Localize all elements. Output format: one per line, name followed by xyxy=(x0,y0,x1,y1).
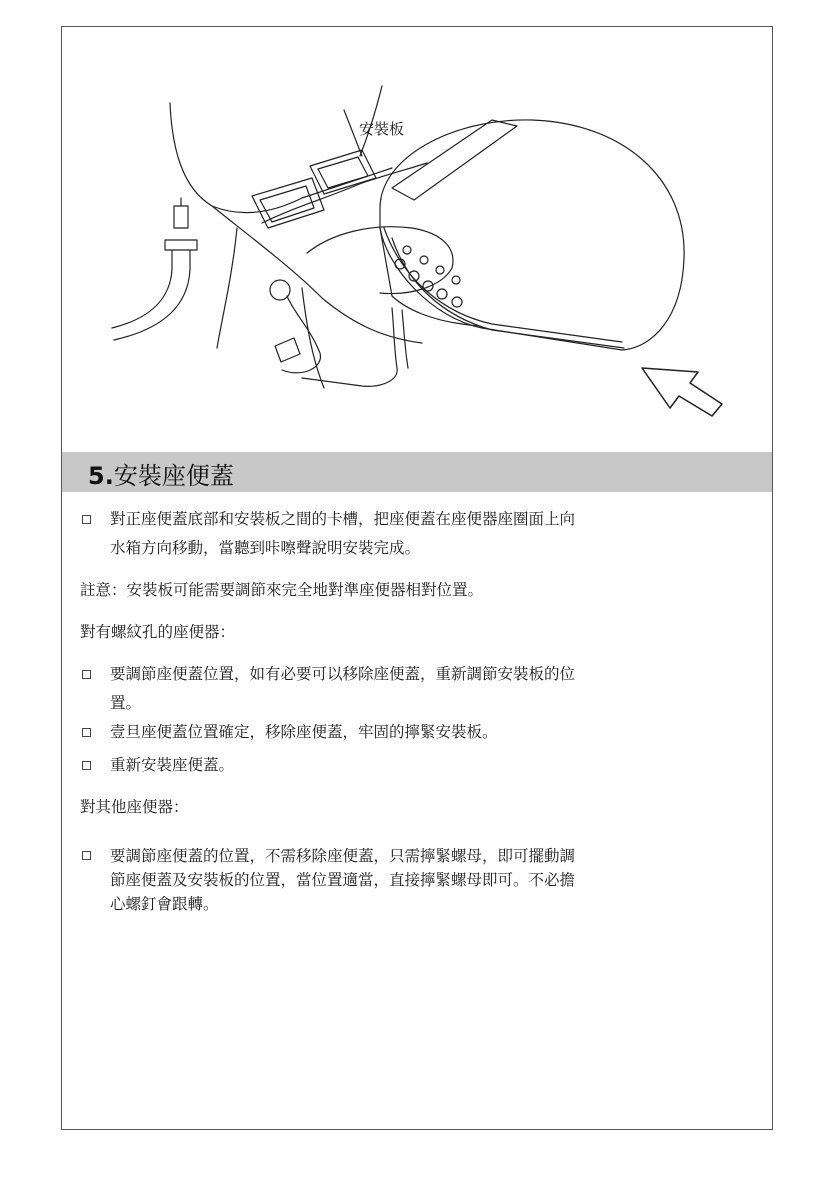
installation-arrow xyxy=(642,368,722,416)
threaded-heading: 對有螺紋孔的座便器： xyxy=(80,623,236,641)
other-item-1-line-1: 要調節座便蓋的位置，不需移除座便蓋，只需擰緊螺母，即可擺動調 xyxy=(110,847,576,865)
note-text: 註意：安裝板可能需要調節來完全地對準座便器相對位置。 xyxy=(80,581,484,599)
section-title-text: 安裝座便蓋 xyxy=(113,462,234,490)
section-title xyxy=(88,456,234,491)
checkbox-icon xyxy=(82,728,91,737)
threaded-item-3-text: 重新安裝座便蓋。 xyxy=(110,756,235,774)
threaded-item-1 xyxy=(80,660,750,718)
other-item-1-line-3: 心螺釘會跟轉。 xyxy=(110,895,219,913)
threaded-item-2-text: 壹旦座便蓋位置確定，移除座便蓋，牢固的擰緊安裝板。 xyxy=(110,723,498,741)
instructions-body xyxy=(80,505,750,916)
other-item-1-line-2: 節座便蓋及安裝板的位置，當位置適當，直接擰緊螺母即可。不必擔 xyxy=(110,871,576,889)
step-main-line-1: 對正座便蓋底部和安裝板之間的卡槽，把座便蓋在座便器座圈面上向 xyxy=(110,510,576,528)
threaded-item-1-line-1: 要調節座便蓋位置，如有必要可以移除座便蓋，重新調節安裝板的位 xyxy=(110,665,576,683)
threaded-item-2 xyxy=(80,718,750,747)
checkbox-icon xyxy=(82,761,91,770)
installation-plate-label: 安裝板 xyxy=(359,120,405,138)
threaded-item-3 xyxy=(80,751,750,780)
section-number: 5. xyxy=(88,462,114,490)
section-header xyxy=(62,452,772,492)
installation-figure xyxy=(62,28,772,452)
checkbox-icon xyxy=(82,515,91,524)
threaded-item-1-line-2: 置。 xyxy=(110,694,142,712)
step-main xyxy=(80,505,750,563)
step-main-line-2: 水箱方向移動，當聽到咔嚓聲說明安裝完成。 xyxy=(110,539,421,557)
checkbox-icon xyxy=(82,670,91,679)
toilet-seat-illustration xyxy=(62,28,772,452)
checkbox-icon xyxy=(82,851,91,860)
other-item-1 xyxy=(80,844,750,916)
other-heading: 對其他座便器： xyxy=(80,798,189,816)
